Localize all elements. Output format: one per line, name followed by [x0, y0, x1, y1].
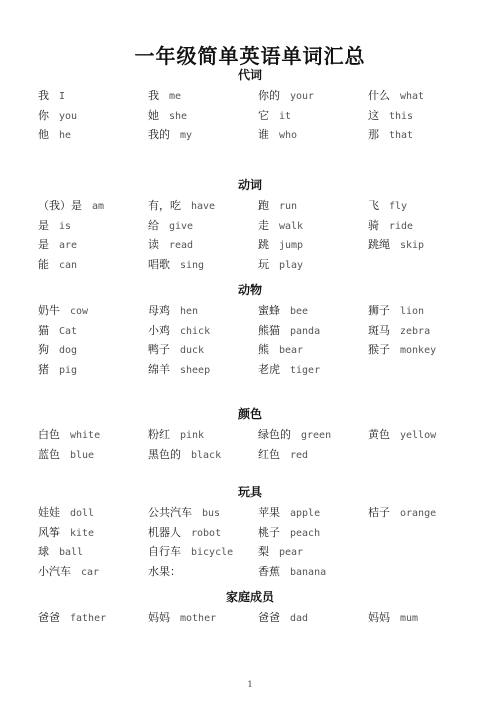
chinese-word: 水果： [148, 564, 181, 578]
word-row [0, 542, 500, 562]
chinese-word: 能 [38, 257, 49, 271]
word-row [0, 235, 500, 255]
word-entry [38, 360, 77, 380]
chinese-word: 奶牛 [38, 304, 60, 317]
chinese-word: 唱歌 [148, 257, 170, 271]
word-entry [368, 235, 424, 255]
word-row [0, 523, 500, 543]
chinese-word: 绵羊 [148, 362, 170, 376]
word-entry [148, 321, 210, 341]
english-word: orange [400, 508, 437, 519]
word-entry [38, 255, 77, 275]
word-entry [258, 562, 326, 582]
chinese-word: 它 [258, 108, 269, 122]
word-entry [38, 608, 106, 628]
english-word: pear [279, 547, 304, 558]
english-word: yellow [400, 430, 437, 441]
section-heading: 玩具 [237, 485, 262, 499]
english-word: car [81, 566, 100, 578]
word-entry [258, 86, 314, 106]
word-rows [0, 503, 500, 581]
chinese-word: 跳 [258, 238, 269, 251]
english-word: he [59, 130, 72, 141]
word-entry [368, 608, 418, 628]
chinese-word: 你的 [258, 89, 280, 102]
chinese-word: 有，吃 [148, 199, 181, 212]
chinese-word: 鸭子 [148, 343, 170, 356]
word-entry [368, 321, 430, 341]
word-rows [0, 608, 500, 628]
english-word: green [301, 430, 332, 441]
word-entry [148, 562, 181, 582]
english-word: am [92, 201, 105, 212]
english-word: give [169, 220, 194, 232]
chinese-word: 我 [148, 89, 159, 102]
english-word: can [59, 259, 78, 271]
word-entry [258, 503, 320, 523]
chinese-word: 妈妈 [148, 611, 170, 624]
english-word: have [191, 201, 216, 212]
word-entry [258, 196, 297, 216]
english-word: walk [279, 220, 304, 232]
english-word: red [290, 449, 309, 461]
english-word: zebra [400, 325, 431, 337]
chinese-word: 自行车 [148, 545, 181, 558]
word-entry [38, 321, 77, 341]
word-entry [148, 125, 192, 145]
word-entry [258, 445, 308, 465]
english-word: doll [70, 508, 95, 519]
english-word: she [169, 110, 188, 122]
chinese-word: 我的 [148, 128, 170, 141]
english-word: lion [400, 306, 425, 317]
chinese-word: 斑马 [368, 323, 390, 337]
english-word: apple [290, 508, 321, 519]
chinese-word: 给 [148, 218, 159, 232]
english-word: fly [389, 201, 408, 212]
english-word: bear [279, 345, 304, 356]
english-word: pig [59, 364, 78, 376]
word-entry [368, 216, 413, 236]
chinese-word: 这 [368, 108, 379, 122]
word-rows [0, 86, 500, 145]
chinese-word: 爸爸 [38, 611, 60, 624]
english-word: black [191, 449, 222, 461]
english-word: duck [180, 345, 205, 356]
section-heading: 动物 [237, 283, 262, 297]
word-entry [38, 503, 94, 523]
chinese-word: 狗 [38, 343, 49, 356]
english-word: that [389, 130, 414, 141]
word-rows [0, 196, 500, 274]
word-row [0, 321, 500, 341]
word-entry [368, 196, 407, 216]
vocab-section [0, 66, 500, 145]
chinese-word: 小汽车 [38, 564, 71, 578]
chinese-word: 那 [368, 128, 379, 141]
word-entry [38, 542, 83, 562]
word-entry [258, 542, 303, 562]
word-entry [148, 425, 204, 445]
word-row [0, 503, 500, 523]
english-word: father [70, 613, 107, 624]
word-entry [148, 86, 181, 106]
english-word: bicycle [191, 547, 234, 558]
chinese-word: 蓝色 [38, 447, 60, 461]
page-number: 1 [247, 680, 253, 689]
english-word: hen [180, 306, 199, 317]
chinese-word: 她 [148, 108, 159, 122]
chinese-word: 爸爸 [258, 611, 280, 624]
word-entry [148, 255, 204, 275]
word-entry [38, 523, 94, 543]
word-entry [368, 86, 424, 106]
word-entry [148, 503, 220, 523]
english-word: peach [290, 527, 321, 539]
word-entry [148, 360, 210, 380]
word-rows [0, 301, 500, 379]
word-entry [148, 106, 187, 126]
chinese-word: 玩 [258, 257, 269, 271]
chinese-word: 黄色 [368, 428, 390, 441]
word-entry [258, 106, 291, 126]
english-word: monkey [400, 345, 437, 356]
chinese-word: 猪 [38, 362, 49, 376]
english-word: pink [180, 430, 205, 441]
english-word: dad [290, 613, 309, 624]
word-entry [258, 523, 320, 543]
chinese-word: 他 [38, 128, 49, 141]
word-entry [368, 425, 436, 445]
english-word: play [279, 259, 304, 271]
english-word: what [400, 91, 425, 102]
word-entry [38, 216, 71, 236]
vocab-section [0, 405, 500, 464]
chinese-word: 骑 [368, 218, 379, 232]
vocab-section [0, 483, 500, 581]
word-row [0, 86, 500, 106]
section-heading: 代词 [237, 68, 262, 82]
chinese-word: 机器人 [148, 525, 181, 539]
word-entry [148, 542, 233, 562]
chinese-word: 我 [38, 89, 49, 102]
chinese-word: 蜜蜂 [258, 304, 280, 317]
word-row [0, 301, 500, 321]
chinese-word: 猫 [38, 323, 49, 337]
chinese-word: 什么 [368, 89, 390, 102]
english-word: run [279, 201, 298, 212]
chinese-word: 跑 [258, 199, 269, 212]
english-word: panda [290, 325, 321, 337]
english-word: mother [180, 613, 217, 624]
word-row [0, 445, 500, 465]
chinese-word: 跳绳 [368, 238, 390, 251]
english-word: chick [180, 325, 211, 337]
chinese-word: 小鸡 [148, 323, 170, 337]
word-entry [148, 445, 221, 465]
english-word: sheep [180, 364, 211, 376]
chinese-word: 妈妈 [368, 611, 390, 624]
word-entry [258, 235, 303, 255]
vocab-section [0, 281, 500, 379]
english-word: is [59, 220, 72, 232]
page-title: 一年级简单英语单词汇总 [134, 44, 366, 68]
chinese-word: 读 [148, 238, 159, 251]
chinese-word: 球 [38, 545, 49, 558]
word-entry [148, 235, 193, 255]
english-word: you [59, 110, 78, 122]
word-entry [38, 445, 94, 465]
english-word: dog [59, 345, 78, 356]
chinese-word: 熊猫 [258, 323, 280, 337]
english-word: ride [389, 220, 414, 232]
chinese-word: 桔子 [368, 506, 390, 519]
section-heading: 家庭成员 [225, 590, 274, 604]
word-entry [38, 562, 99, 582]
english-word: it [279, 110, 292, 122]
word-row [0, 608, 500, 628]
english-word: I [59, 91, 66, 102]
english-word: kite [70, 527, 95, 539]
english-word: who [279, 130, 298, 141]
english-word: ball [59, 547, 84, 558]
chinese-word: 桃子 [258, 525, 280, 539]
word-entry [148, 196, 215, 216]
word-entry [38, 106, 77, 126]
chinese-word: 母鸡 [148, 304, 170, 317]
english-word: your [290, 91, 315, 102]
chinese-word: 老虎 [258, 362, 280, 376]
chinese-word: 你 [38, 108, 49, 122]
english-word: bee [290, 306, 309, 317]
chinese-word: 猴子 [368, 343, 390, 356]
word-entry [38, 125, 71, 145]
english-word: cow [70, 306, 89, 317]
word-entry [258, 340, 303, 360]
word-entry [368, 301, 424, 321]
word-entry [258, 216, 303, 236]
chinese-word: 是 [38, 238, 49, 251]
chinese-word: 白色 [38, 428, 60, 441]
english-word: my [180, 130, 193, 141]
word-row [0, 255, 500, 275]
word-entry [368, 125, 413, 145]
vocab-section [0, 176, 500, 274]
word-row [0, 196, 500, 216]
vocab-section [0, 588, 500, 628]
word-entry [368, 340, 436, 360]
word-rows [0, 425, 500, 464]
word-entry [258, 425, 331, 445]
word-entry [38, 425, 100, 445]
english-word: me [169, 91, 182, 102]
word-entry [148, 216, 193, 236]
word-entry [148, 340, 204, 360]
english-word: banana [290, 566, 327, 578]
chinese-word: 风筝 [38, 525, 60, 539]
chinese-word: 公共汽车 [148, 506, 192, 519]
chinese-word: 娃娃 [38, 506, 60, 519]
section-heading: 颜色 [237, 407, 262, 421]
word-entry [258, 255, 303, 275]
chinese-word: 香蕉 [258, 564, 280, 578]
chinese-word: 狮子 [368, 304, 390, 317]
word-entry [258, 125, 297, 145]
word-entry [38, 340, 77, 360]
word-row [0, 216, 500, 236]
word-entry [258, 301, 308, 321]
chinese-word: 走 [258, 218, 269, 232]
english-word: white [70, 430, 101, 441]
english-word: sing [180, 259, 205, 271]
chinese-word: （我）是 [38, 199, 82, 212]
word-entry [258, 360, 320, 380]
word-entry [148, 523, 221, 543]
chinese-word: 粉红 [148, 428, 170, 441]
word-entry [38, 235, 77, 255]
chinese-word: 黑色的 [148, 447, 181, 461]
english-word: are [59, 240, 78, 251]
word-entry [148, 301, 198, 321]
chinese-word: 苹果 [258, 506, 280, 519]
english-word: this [389, 110, 414, 122]
english-word: blue [70, 449, 95, 461]
word-entry [38, 301, 88, 321]
word-row [0, 340, 500, 360]
word-entry [148, 608, 216, 628]
word-row [0, 360, 500, 380]
word-entry [368, 106, 413, 126]
word-entry [38, 86, 65, 106]
chinese-word: 梨 [258, 545, 269, 558]
english-word: mum [400, 613, 419, 624]
english-word: jump [279, 240, 304, 251]
english-word: skip [400, 240, 425, 251]
word-entry [258, 321, 320, 341]
word-entry [38, 196, 104, 216]
english-word: tiger [290, 364, 321, 376]
section-heading: 动词 [237, 178, 262, 192]
chinese-word: 熊 [258, 343, 269, 356]
word-row [0, 106, 500, 126]
english-word: robot [191, 527, 222, 539]
word-entry [368, 503, 436, 523]
chinese-word: 是 [38, 218, 49, 232]
chinese-word: 绿色的 [258, 428, 291, 441]
chinese-word: 红色 [258, 447, 280, 461]
english-word: bus [202, 508, 221, 519]
english-word: read [169, 240, 194, 251]
word-row [0, 562, 500, 582]
chinese-word: 飞 [368, 199, 379, 212]
word-row [0, 125, 500, 145]
chinese-word: 谁 [258, 128, 269, 141]
word-row [0, 425, 500, 445]
english-word: Cat [59, 325, 78, 337]
word-entry [258, 608, 308, 628]
